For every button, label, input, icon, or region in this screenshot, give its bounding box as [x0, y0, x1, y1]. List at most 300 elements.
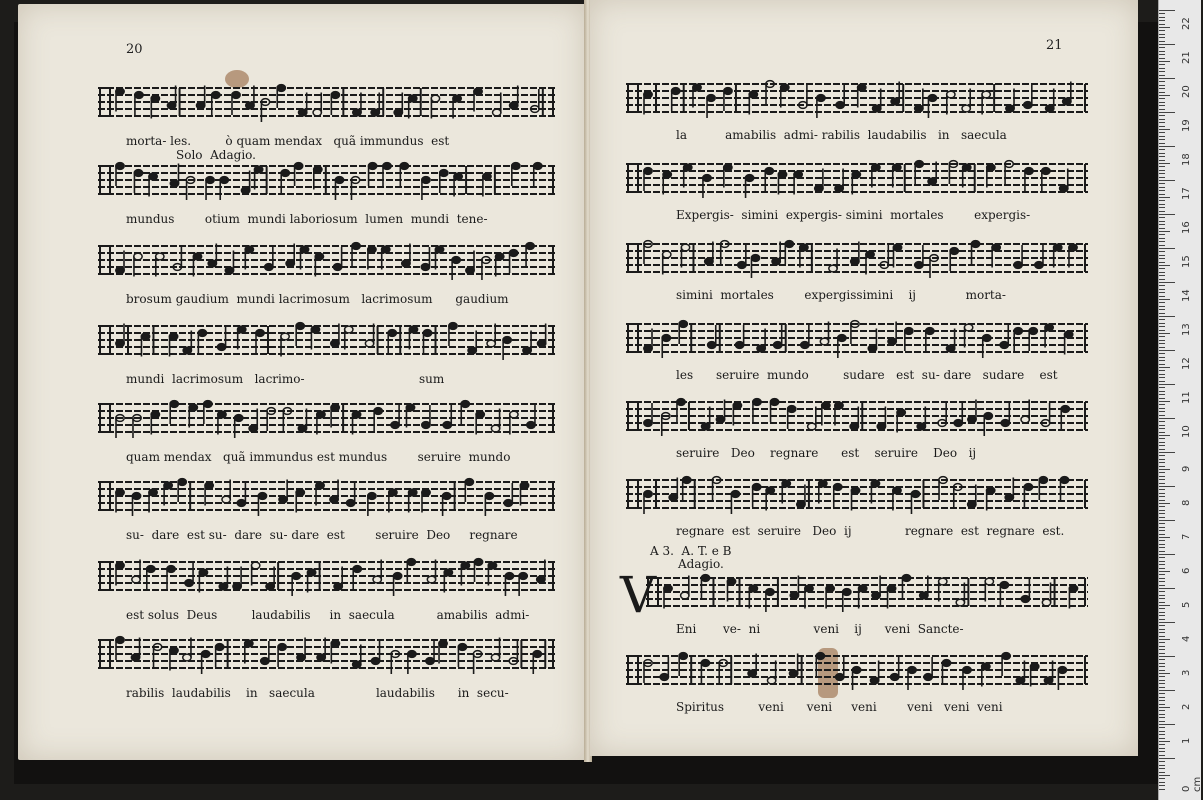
ruler-tick: [1159, 714, 1165, 715]
note: [510, 86, 518, 109]
note: [185, 563, 193, 586]
note: [924, 657, 932, 680]
note: [409, 95, 417, 118]
ruler-tick: [1159, 27, 1170, 28]
note: [1002, 653, 1010, 676]
note: [235, 415, 243, 438]
note: [335, 177, 343, 200]
ruler-tick: [1159, 24, 1165, 25]
note: [368, 493, 376, 516]
note: [1021, 579, 1029, 602]
ruler-tick: [1159, 146, 1175, 147]
ruler-tick: [1159, 428, 1165, 429]
note: [439, 640, 447, 663]
ruler-tick: [1159, 642, 1165, 643]
ruler-tick: [1159, 309, 1165, 310]
note: [928, 162, 936, 185]
note: [495, 253, 503, 276]
ruler-tick: [1159, 425, 1165, 426]
ruler-tick: [1159, 238, 1165, 239]
note: [915, 161, 923, 184]
note: [183, 638, 191, 661]
note: [1060, 477, 1068, 500]
note: [748, 654, 756, 677]
ruler-label: 5: [1181, 601, 1192, 608]
note: [476, 411, 484, 434]
note: [265, 247, 273, 270]
note: [388, 330, 396, 353]
note: [968, 400, 976, 423]
ruler-tick: [1159, 731, 1165, 732]
note: [520, 482, 528, 505]
note: [964, 324, 972, 347]
ruler-tick: [1159, 670, 1165, 671]
note: [772, 242, 780, 265]
ruler-tick: [1159, 432, 1165, 433]
note: [1014, 245, 1022, 268]
ruler-tick: [1159, 255, 1165, 256]
note: [1039, 477, 1047, 500]
ruler-tick: [1159, 717, 1165, 718]
note: [1053, 244, 1061, 267]
ruler-tick: [1159, 102, 1165, 103]
ruler-tick: [1159, 557, 1165, 558]
ruler-tick: [1159, 676, 1165, 677]
note: [836, 657, 844, 680]
note: [491, 409, 499, 432]
lyric-line: Eni ve- ni veni ij veni Sancte-: [676, 622, 964, 636]
note: [733, 402, 741, 425]
note: [766, 487, 774, 510]
ruler-tick: [1159, 207, 1165, 208]
ruler-tick: [1159, 245, 1165, 246]
ruler-tick: [1159, 149, 1165, 150]
ruler-tick: [1159, 489, 1165, 490]
note: [116, 324, 124, 347]
note: [1045, 324, 1053, 347]
ruler-tick: [1159, 228, 1165, 229]
ruler-tick: [1159, 415, 1165, 416]
note: [232, 92, 240, 115]
ruler-tick: [1159, 44, 1175, 45]
note: [982, 91, 990, 114]
note: [946, 329, 954, 352]
note: [116, 562, 124, 585]
note: [801, 325, 809, 348]
note: [116, 88, 124, 111]
ruler-tick: [1159, 585, 1165, 586]
ruler-tick: [1159, 166, 1165, 167]
note: [461, 401, 469, 424]
note: [279, 480, 287, 503]
note: [950, 248, 958, 271]
note: [1006, 89, 1014, 112]
note: [749, 91, 757, 114]
note: [422, 405, 430, 428]
ruler-tick: [1159, 510, 1165, 511]
note: [365, 324, 373, 347]
ruler-tick: [1159, 506, 1165, 507]
note: [983, 335, 991, 358]
ruler-tick: [1159, 323, 1165, 324]
ruler-tick: [1159, 194, 1165, 195]
note: [662, 335, 670, 358]
note: [928, 95, 936, 118]
note: [858, 84, 866, 107]
ruler-label: 12: [1181, 357, 1192, 370]
music-staff: [626, 642, 1088, 702]
ruler-label: 2: [1181, 703, 1192, 710]
note: [679, 653, 687, 676]
lyric-line: la amabilis admi- rabilis laudabilis in saecula: [676, 128, 1007, 142]
note: [353, 645, 361, 668]
note: [389, 489, 397, 512]
note: [346, 483, 354, 506]
note: [920, 576, 928, 599]
note: [504, 483, 512, 506]
note: [820, 322, 828, 345]
note: [724, 164, 732, 187]
ruler-tick: [1159, 615, 1165, 616]
note: [902, 575, 910, 598]
ruler-tick: [1159, 248, 1175, 249]
ruler-tick: [1159, 758, 1175, 759]
music-staff: [626, 310, 1088, 370]
page-number: 20: [126, 42, 143, 57]
ruler-tick: [1159, 51, 1165, 52]
note: [444, 569, 452, 592]
note: [1042, 583, 1050, 606]
ruler-tick: [1159, 221, 1165, 222]
ruler-tick: [1159, 292, 1165, 293]
ruler-tick: [1159, 61, 1170, 62]
note: [333, 247, 341, 270]
note: [278, 644, 286, 667]
ruler-tick: [1159, 265, 1170, 266]
note: [826, 585, 834, 608]
note: [767, 661, 775, 684]
note: [237, 483, 245, 506]
note: [871, 480, 879, 503]
note: [426, 641, 434, 664]
ruler-tick: [1159, 34, 1165, 35]
ruler-tick: [1159, 629, 1165, 630]
ruler-tick: [1159, 503, 1170, 504]
ruler-tick: [1159, 68, 1165, 69]
ruler-tick: [1159, 58, 1165, 59]
note: [982, 663, 990, 686]
ruler-label: 7: [1181, 533, 1192, 540]
note: [298, 409, 306, 432]
note: [316, 482, 324, 505]
note: [644, 91, 652, 114]
note: [383, 163, 391, 186]
note: [716, 400, 724, 423]
ruler-tick: [1159, 200, 1165, 201]
ruler-tick: [1159, 571, 1170, 572]
ruler-tick: [1159, 197, 1170, 198]
lyric-line: est solus Deus laudabilis in saecula amabilis admi-: [126, 608, 530, 622]
ruler-tick: [1159, 544, 1165, 545]
note: [1046, 89, 1054, 112]
ruler-tick: [1159, 472, 1165, 473]
note: [644, 403, 652, 426]
ruler-label: 21: [1181, 51, 1192, 64]
note: [858, 585, 866, 608]
note: [534, 163, 542, 186]
note: [1069, 244, 1077, 267]
note: [890, 657, 898, 680]
ruler-tick: [1159, 721, 1165, 722]
note: [672, 88, 680, 111]
note: [956, 583, 964, 606]
note: [266, 567, 274, 590]
ruler-label: 11: [1181, 391, 1192, 404]
note: [789, 654, 797, 677]
ruler-tick: [1159, 37, 1165, 38]
note: [834, 484, 842, 507]
note: [485, 493, 493, 516]
ruler-tick: [1159, 659, 1165, 660]
lyric-line: simini mortales expergissimini ij morta-: [676, 288, 1006, 302]
ruler-tick: [1159, 710, 1165, 711]
note: [296, 489, 304, 512]
note: [374, 408, 382, 431]
ruler-tick: [1159, 41, 1165, 42]
note: [917, 407, 925, 430]
ruler-tick: [1159, 71, 1165, 72]
ruler-tick: [1159, 126, 1165, 127]
note: [510, 411, 518, 434]
note: [727, 578, 735, 601]
ruler-tick: [1159, 693, 1165, 694]
ruler-tick: [1159, 190, 1165, 191]
ruler-tick: [1159, 646, 1165, 647]
ruler-tick: [1159, 173, 1165, 174]
note: [458, 644, 466, 667]
note: [701, 407, 709, 430]
ruler-tick: [1159, 319, 1165, 320]
note: [331, 324, 339, 347]
note: [394, 93, 402, 116]
note: [1044, 661, 1052, 684]
lyric-line: brosum gaudium mundi lacrimosum lacrimosum gaudium: [126, 292, 509, 306]
note: [1014, 328, 1022, 351]
note: [201, 651, 209, 674]
ruler-tick: [1159, 778, 1165, 779]
note: [851, 487, 859, 510]
ruler-tick: [1159, 612, 1165, 613]
note: [134, 253, 142, 276]
ruler-label: 16: [1181, 221, 1192, 234]
note: [237, 326, 245, 349]
ruler-tick: [1159, 170, 1165, 171]
note: [738, 245, 746, 268]
note: [331, 92, 339, 115]
ruler-tick: [1159, 54, 1165, 55]
note: [345, 326, 353, 349]
note: [294, 163, 302, 186]
note: [693, 84, 701, 107]
note: [765, 168, 773, 191]
ruler-tick: [1159, 500, 1165, 501]
note: [512, 163, 520, 186]
ruler-tick: [1159, 772, 1165, 773]
ruler-tick: [1159, 520, 1175, 521]
ruler-tick: [1159, 785, 1165, 786]
ruler-tick: [1159, 279, 1165, 280]
note: [170, 164, 178, 187]
ruler-tick: [1159, 78, 1175, 79]
ruler-tick: [1159, 602, 1165, 603]
ruler-tick: [1159, 343, 1165, 344]
tempo-marking: Solo Adagio.: [176, 148, 256, 162]
ruler-tick: [1159, 132, 1165, 133]
note: [1061, 406, 1069, 429]
note: [204, 401, 212, 424]
ruler-tick: [1159, 537, 1170, 538]
ruler-tick: [1159, 700, 1165, 701]
note: [218, 411, 226, 434]
note: [819, 480, 827, 503]
page-number: 21: [1046, 38, 1063, 53]
music-staff: [98, 232, 556, 292]
note: [371, 641, 379, 664]
note: [891, 82, 899, 105]
note: [261, 641, 269, 664]
note: [149, 489, 157, 512]
ruler-tick: [1159, 401, 1170, 402]
note: [493, 93, 501, 116]
ruler-tick: [1159, 20, 1165, 21]
ruler-tick: [1159, 449, 1165, 450]
ruler-tick: [1159, 578, 1165, 579]
ruler-tick: [1159, 326, 1165, 327]
ruler-tick: [1159, 75, 1165, 76]
note: [644, 491, 652, 514]
note: [816, 653, 824, 676]
ruler-tick: [1159, 381, 1165, 382]
ruler-tick: [1159, 496, 1165, 497]
note: [905, 328, 913, 351]
note: [1024, 484, 1032, 507]
note: [1024, 85, 1032, 108]
note: [371, 93, 379, 116]
note: [1000, 582, 1008, 605]
ruler-tick: [1159, 231, 1170, 232]
note: [851, 242, 859, 265]
note: [292, 573, 300, 596]
note: [797, 485, 805, 508]
note: [408, 651, 416, 674]
note: [751, 255, 759, 278]
ruler-tick: [1159, 377, 1165, 378]
ruler-label: 22: [1181, 17, 1192, 30]
note: [911, 491, 919, 514]
ruler-tick: [1159, 527, 1165, 528]
note: [314, 166, 322, 189]
ruler-tick: [1159, 554, 1175, 555]
note: [307, 569, 315, 592]
note: [915, 245, 923, 268]
note: [644, 168, 652, 191]
note: [835, 169, 843, 192]
lyric-line: quam mendax quã immundus est mundus seruire mundo: [126, 450, 511, 464]
note: [241, 171, 249, 194]
note: [215, 644, 223, 667]
ruler-tick: [1159, 211, 1165, 212]
ruler-tick: [1159, 625, 1165, 626]
note: [1042, 168, 1050, 191]
note: [423, 330, 431, 353]
ruler-tick: [1159, 761, 1165, 762]
note: [745, 175, 753, 198]
note: [1021, 400, 1029, 423]
note: [707, 95, 715, 118]
note: [368, 163, 376, 186]
note: [431, 95, 439, 118]
note: [178, 479, 186, 502]
note: [116, 251, 124, 274]
note: [245, 640, 253, 663]
note: [774, 325, 782, 348]
ruler-tick: [1159, 285, 1165, 286]
ruler-tick: [1159, 523, 1165, 524]
note: [868, 329, 876, 352]
ruler-tick: [1159, 258, 1165, 259]
note: [888, 322, 896, 345]
ruler-tick: [1159, 357, 1165, 358]
note: [170, 647, 178, 670]
tempo-marking: Adagio.: [678, 557, 724, 571]
note: [151, 411, 159, 434]
note: [735, 325, 743, 348]
note: [151, 95, 159, 118]
note: [984, 413, 992, 436]
note: [850, 407, 858, 430]
music-staff: [626, 70, 1088, 130]
ruler-tick: [1159, 687, 1165, 688]
ruler-tick: [1159, 296, 1165, 297]
note: [1060, 169, 1068, 192]
note: [468, 331, 476, 354]
note: [225, 251, 233, 274]
note: [116, 489, 124, 512]
note: [141, 333, 149, 356]
note: [461, 562, 469, 585]
note: [870, 661, 878, 684]
ruler-tick: [1159, 374, 1165, 375]
ruler-tick: [1159, 187, 1165, 188]
ruler-tick: [1159, 608, 1165, 609]
note: [1029, 328, 1037, 351]
note: [313, 93, 321, 116]
ruler-tick: [1159, 316, 1175, 317]
lyric-line: les seruire mundo sudare est su- dare sudare est: [676, 368, 1058, 382]
note: [440, 170, 448, 193]
note: [1016, 661, 1024, 684]
note: [836, 85, 844, 108]
ruler-tick: [1159, 438, 1165, 439]
note: [331, 640, 339, 663]
note: [164, 482, 172, 505]
note: [800, 244, 808, 267]
ruler-tick: [1159, 619, 1165, 620]
note: [474, 88, 482, 111]
note: [942, 660, 950, 683]
ruler-tick: [1159, 350, 1175, 351]
ruler-tick: [1159, 486, 1175, 487]
